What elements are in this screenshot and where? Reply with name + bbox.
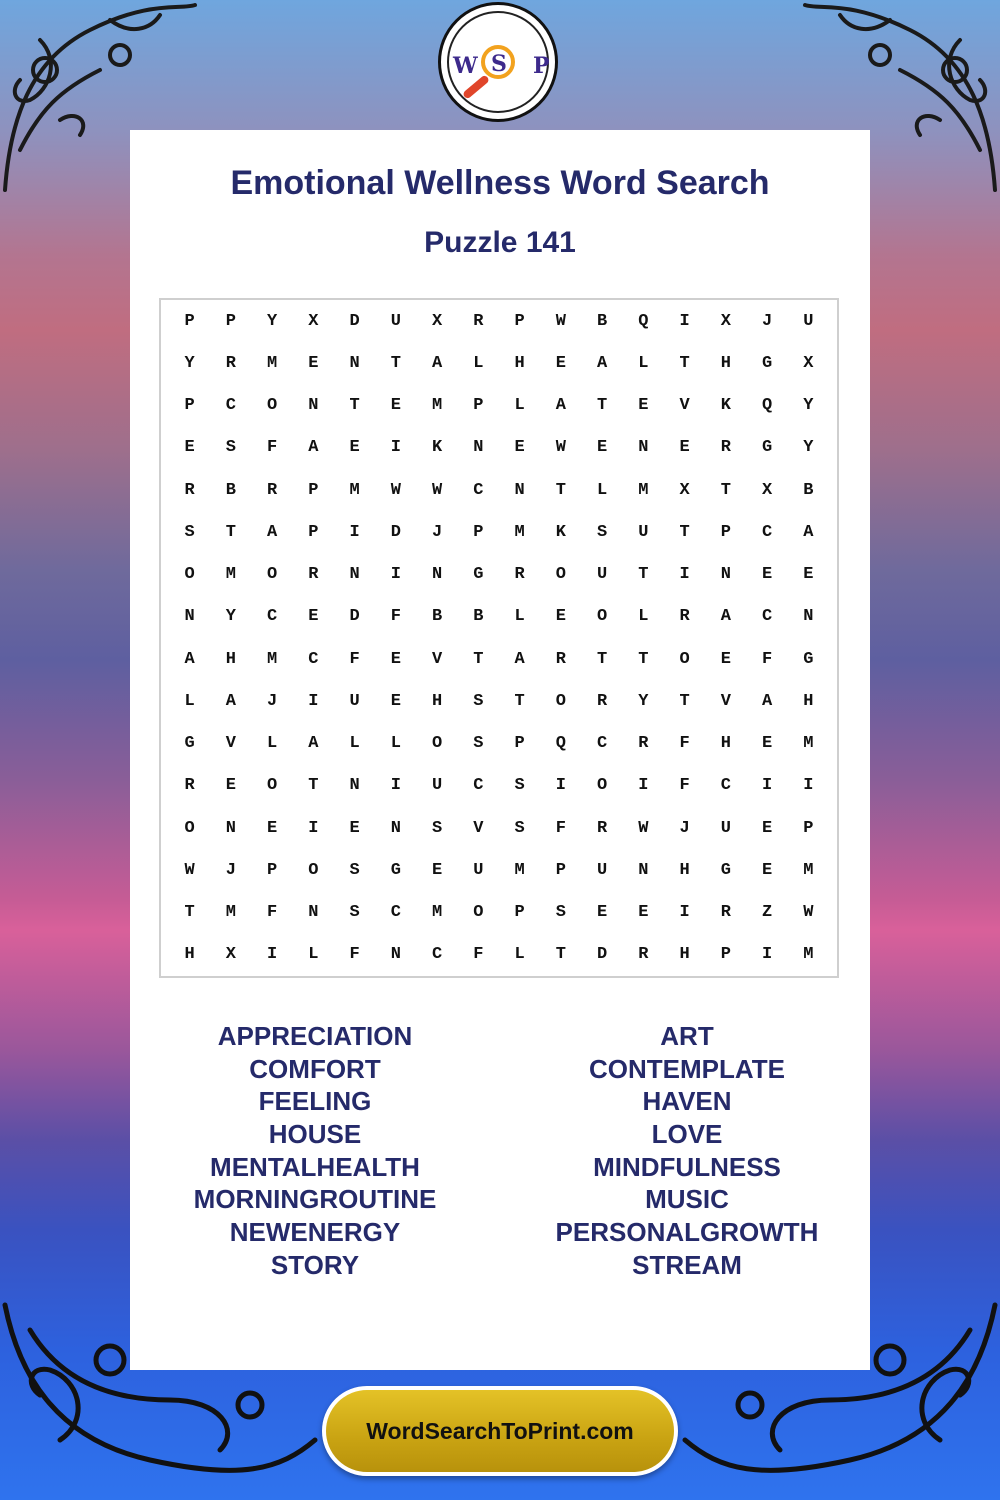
grid-cell[interactable]: E xyxy=(349,438,360,458)
grid-cell[interactable]: N xyxy=(432,565,443,585)
grid-cell[interactable]: R xyxy=(184,480,195,500)
grid-cell[interactable]: N xyxy=(308,396,319,416)
grid-cell[interactable]: M xyxy=(638,480,649,500)
grid-cell[interactable]: M xyxy=(267,353,278,373)
word-list-item: NEWENERGY xyxy=(229,1217,401,1248)
grid-cell[interactable]: P xyxy=(184,311,195,331)
grid-cell[interactable]: R xyxy=(720,438,731,458)
grid-cell[interactable]: H xyxy=(720,734,731,754)
grid-cell[interactable]: T xyxy=(225,522,236,542)
grid-cell[interactable]: A xyxy=(555,396,566,416)
grid-cell[interactable]: T xyxy=(555,480,566,500)
grid-cell[interactable]: E xyxy=(638,396,649,416)
grid-cell[interactable]: E xyxy=(720,649,731,669)
grid-cell[interactable]: M xyxy=(432,396,443,416)
grid-cell[interactable]: M xyxy=(349,480,360,500)
grid-cell[interactable]: U xyxy=(473,860,484,880)
grid-cell[interactable]: L xyxy=(349,734,360,754)
grid-cell[interactable]: E xyxy=(762,565,773,585)
grid-cell[interactable]: R xyxy=(473,311,484,331)
word-list-item: HOUSE xyxy=(268,1119,362,1150)
grid-cell[interactable]: E xyxy=(679,438,690,458)
grid-cell[interactable]: B xyxy=(803,480,814,500)
grid-cell[interactable]: W xyxy=(390,480,401,500)
grid-cell[interactable]: W xyxy=(184,860,195,880)
grid-cell[interactable]: L xyxy=(473,353,484,373)
grid-cell[interactable]: G xyxy=(390,860,401,880)
grid-cell[interactable]: R xyxy=(555,649,566,669)
grid-cell[interactable]: F xyxy=(267,438,278,458)
grid-cell[interactable]: J xyxy=(267,691,278,711)
word-list-item: STREAM xyxy=(632,1249,742,1280)
grid-cell[interactable]: C xyxy=(432,945,443,965)
grid-cell[interactable]: R xyxy=(638,945,649,965)
grid-cell[interactable]: E xyxy=(762,860,773,880)
grid-cell[interactable]: I xyxy=(803,776,814,796)
grid-cell[interactable]: D xyxy=(390,522,401,542)
grid-cell[interactable]: G xyxy=(473,565,484,585)
grid-cell[interactable]: I xyxy=(308,691,319,711)
grid-cell[interactable]: E xyxy=(514,438,525,458)
grid-cell[interactable]: Y xyxy=(225,607,236,627)
grid-cell[interactable]: F xyxy=(679,734,690,754)
grid-cell[interactable]: N xyxy=(720,565,731,585)
grid-cell[interactable]: H xyxy=(225,649,236,669)
grid-cell[interactable]: B xyxy=(225,480,236,500)
grid-cell[interactable]: M xyxy=(514,860,525,880)
grid-cell[interactable]: W xyxy=(432,480,443,500)
grid-cell[interactable]: E xyxy=(390,691,401,711)
site-link-label: WordSearchToPrint.com xyxy=(366,1417,634,1444)
grid-cell[interactable]: U xyxy=(720,818,731,838)
grid-cell[interactable]: V xyxy=(432,649,443,669)
grid-cell[interactable]: V xyxy=(225,734,236,754)
grid-cell[interactable]: V xyxy=(679,396,690,416)
grid-cell[interactable]: S xyxy=(349,903,360,923)
grid-cell[interactable]: W xyxy=(555,438,566,458)
grid-cell[interactable]: Q xyxy=(762,396,773,416)
word-list-item: LOVE xyxy=(651,1119,723,1150)
grid-cell[interactable]: A xyxy=(267,522,278,542)
grid-cell[interactable]: J xyxy=(762,311,773,331)
grid-cell[interactable]: L xyxy=(597,480,608,500)
grid-cell[interactable]: E xyxy=(390,396,401,416)
grid-cell[interactable]: A xyxy=(762,691,773,711)
puzzle-panel xyxy=(130,130,870,1370)
grid-cell[interactable]: N xyxy=(390,945,401,965)
grid-cell[interactable]: E xyxy=(184,438,195,458)
grid-cell[interactable]: E xyxy=(762,818,773,838)
grid-cell[interactable]: I xyxy=(762,945,773,965)
grid-cell[interactable]: R xyxy=(225,353,236,373)
grid-cell[interactable]: M xyxy=(803,860,814,880)
grid-cell[interactable]: I xyxy=(349,522,360,542)
grid-cell[interactable]: C xyxy=(390,903,401,923)
letter-grid xyxy=(159,298,839,978)
word-list-item: STORY xyxy=(270,1249,360,1280)
grid-cell[interactable]: N xyxy=(514,480,525,500)
grid-cell[interactable]: T xyxy=(555,945,566,965)
grid-cell[interactable]: L xyxy=(308,945,319,965)
grid-cell[interactable]: U xyxy=(349,691,360,711)
grid-cell[interactable]: E xyxy=(225,776,236,796)
grid-cell[interactable]: D xyxy=(597,945,608,965)
word-list-item: MINDFULNESS xyxy=(593,1151,781,1182)
grid-cell[interactable]: P xyxy=(308,480,319,500)
grid-cell[interactable]: U xyxy=(803,311,814,331)
grid-cell[interactable]: Q xyxy=(555,734,566,754)
grid-cell[interactable]: S xyxy=(597,522,608,542)
grid-cell[interactable]: L xyxy=(514,396,525,416)
grid-cell[interactable]: A xyxy=(720,607,731,627)
grid-cell[interactable]: S xyxy=(473,734,484,754)
grid-cell[interactable]: I xyxy=(390,438,401,458)
grid-cell[interactable]: L xyxy=(514,607,525,627)
grid-cell[interactable]: E xyxy=(267,818,278,838)
word-list-item: PERSONALGROWTH xyxy=(555,1217,819,1248)
word-list-item: MUSIC xyxy=(645,1184,729,1215)
grid-cell[interactable]: T xyxy=(349,396,360,416)
grid-cell[interactable]: F xyxy=(473,945,484,965)
grid-cell[interactable]: X xyxy=(225,945,236,965)
grid-cell[interactable]: S xyxy=(473,691,484,711)
grid-cell[interactable]: B xyxy=(597,311,608,331)
grid-cell[interactable]: T xyxy=(597,396,608,416)
site-logo[interactable] xyxy=(438,2,558,122)
grid-cell[interactable]: N xyxy=(349,776,360,796)
grid-cell[interactable]: O xyxy=(679,649,690,669)
grid-cell[interactable]: C xyxy=(473,480,484,500)
grid-cell[interactable]: D xyxy=(349,311,360,331)
grid-cell[interactable]: F xyxy=(349,649,360,669)
grid-cell[interactable]: E xyxy=(555,353,566,373)
grid-cell[interactable]: E xyxy=(349,818,360,838)
grid-cell[interactable]: H xyxy=(184,945,195,965)
grid-cell[interactable]: A xyxy=(597,353,608,373)
grid-cell[interactable]: T xyxy=(473,649,484,669)
grid-cell[interactable]: R xyxy=(597,691,608,711)
grid-cell[interactable]: G xyxy=(762,438,773,458)
grid-cell[interactable]: M xyxy=(803,734,814,754)
grid-cell[interactable]: O xyxy=(184,818,195,838)
grid-cell[interactable]: K xyxy=(555,522,566,542)
grid-cell[interactable]: E xyxy=(638,903,649,923)
grid-cell[interactable]: O xyxy=(267,776,278,796)
grid-cell[interactable]: T xyxy=(679,691,690,711)
grid-cell[interactable]: G xyxy=(803,649,814,669)
grid-cell[interactable]: I xyxy=(679,565,690,585)
grid-cell[interactable]: U xyxy=(432,776,443,796)
grid-cell[interactable]: G xyxy=(762,353,773,373)
grid-cell[interactable]: V xyxy=(720,691,731,711)
grid-cell[interactable]: M xyxy=(225,565,236,585)
grid-cell[interactable]: M xyxy=(803,945,814,965)
grid-cell[interactable]: B xyxy=(432,607,443,627)
grid-cell[interactable]: N xyxy=(184,607,195,627)
grid-cell[interactable]: Z xyxy=(762,903,773,923)
grid-cell[interactable]: M xyxy=(514,522,525,542)
grid-cell[interactable]: J xyxy=(679,818,690,838)
word-list-item: APPRECIATION xyxy=(217,1021,413,1051)
grid-cell[interactable]: O xyxy=(473,903,484,923)
grid-cell[interactable]: F xyxy=(762,649,773,669)
grid-cell[interactable]: O xyxy=(555,691,566,711)
grid-cell[interactable]: X xyxy=(762,480,773,500)
grid-cell[interactable]: N xyxy=(803,607,814,627)
grid-cell[interactable]: N xyxy=(308,903,319,923)
grid-cell[interactable]: S xyxy=(555,903,566,923)
puzzle-number: Puzzle 141 xyxy=(424,226,576,259)
grid-cell[interactable]: Y xyxy=(267,311,278,331)
grid-cell[interactable]: S xyxy=(225,438,236,458)
grid-cell[interactable]: E xyxy=(597,438,608,458)
grid-cell[interactable]: U xyxy=(390,311,401,331)
word-list-right xyxy=(502,1020,872,1282)
word-list-item: MENTALHEALTH xyxy=(210,1151,420,1182)
logo-letter-p: P xyxy=(533,53,550,79)
grid-cell[interactable]: F xyxy=(349,945,360,965)
grid-cell[interactable]: C xyxy=(225,396,236,416)
grid-cell[interactable]: U xyxy=(597,565,608,585)
grid-cell[interactable]: S xyxy=(432,818,443,838)
grid-cell[interactable]: N xyxy=(349,353,360,373)
grid-cell[interactable]: B xyxy=(473,607,484,627)
grid-cell[interactable]: R xyxy=(638,734,649,754)
grid-cell[interactable]: U xyxy=(597,860,608,880)
grid-cell[interactable]: R xyxy=(267,480,278,500)
grid-cell[interactable]: P xyxy=(184,396,195,416)
grid-cell[interactable]: U xyxy=(638,522,649,542)
grid-cell[interactable]: E xyxy=(390,649,401,669)
grid-cell[interactable]: R xyxy=(597,818,608,838)
grid-cell[interactable]: A xyxy=(308,438,319,458)
grid-cell[interactable]: Y xyxy=(638,691,649,711)
grid-cell[interactable]: A xyxy=(432,353,443,373)
word-list-left xyxy=(130,1020,500,1282)
grid-cell[interactable]: Q xyxy=(638,311,649,331)
grid-cell[interactable]: P xyxy=(225,311,236,331)
grid-cell[interactable]: C xyxy=(308,649,319,669)
grid-cell[interactable]: N xyxy=(638,860,649,880)
grid-cell[interactable]: T xyxy=(597,649,608,669)
grid-cell[interactable]: G xyxy=(720,860,731,880)
grid-cell[interactable]: L xyxy=(267,734,278,754)
grid-cell[interactable]: R xyxy=(514,565,525,585)
grid-cell[interactable]: N xyxy=(349,565,360,585)
grid-cell[interactable]: T xyxy=(638,649,649,669)
word-list-item: ART xyxy=(660,1021,714,1051)
grid-cell[interactable]: P xyxy=(555,860,566,880)
grid-cell[interactable]: P xyxy=(514,903,525,923)
grid-cell[interactable]: I xyxy=(638,776,649,796)
grid-cell[interactable]: F xyxy=(555,818,566,838)
grid-cell[interactable]: H xyxy=(432,691,443,711)
grid-cell[interactable]: M xyxy=(225,903,236,923)
grid-cell[interactable]: O xyxy=(308,860,319,880)
grid-cell[interactable]: N xyxy=(638,438,649,458)
grid-cell[interactable]: P xyxy=(514,734,525,754)
grid-cell[interactable]: M xyxy=(267,649,278,669)
grid-cell[interactable]: J xyxy=(225,860,236,880)
word-list-item: MORNINGROUTINE xyxy=(193,1184,437,1215)
grid-cell[interactable]: S xyxy=(514,818,525,838)
grid-cell[interactable]: I xyxy=(267,945,278,965)
grid-cell[interactable]: D xyxy=(349,607,360,627)
grid-cell[interactable]: X xyxy=(679,480,690,500)
grid-cell[interactable]: O xyxy=(267,565,278,585)
page-title: Emotional Wellness Word Search xyxy=(230,164,770,202)
grid-cell[interactable]: K xyxy=(432,438,443,458)
grid-cell[interactable]: X xyxy=(803,353,814,373)
grid-cell[interactable]: P xyxy=(473,396,484,416)
grid-cell[interactable]: I xyxy=(679,903,690,923)
grid-cell[interactable]: E xyxy=(762,734,773,754)
grid-cell[interactable]: O xyxy=(432,734,443,754)
grid-cell[interactable]: O xyxy=(267,396,278,416)
grid-cell[interactable]: N xyxy=(390,818,401,838)
grid-cell[interactable]: K xyxy=(720,396,731,416)
grid-cell[interactable]: X xyxy=(432,311,443,331)
grid-cell[interactable]: C xyxy=(762,607,773,627)
word-list-item: COMFORT xyxy=(249,1053,381,1084)
logo-letter-w: W xyxy=(453,53,478,79)
logo-letter-s: S xyxy=(491,51,507,77)
grid-cell[interactable]: P xyxy=(308,522,319,542)
grid-cell[interactable]: C xyxy=(720,776,731,796)
grid-cell[interactable]: L xyxy=(638,607,649,627)
grid-cell[interactable]: A xyxy=(225,691,236,711)
grid-cell[interactable]: A xyxy=(184,649,195,669)
grid-cell[interactable]: I xyxy=(762,776,773,796)
grid-cell[interactable]: P xyxy=(720,945,731,965)
grid-cell[interactable]: R xyxy=(720,903,731,923)
grid-cell[interactable]: R xyxy=(184,776,195,796)
grid-cell[interactable]: R xyxy=(308,565,319,585)
grid-cell[interactable]: L xyxy=(184,691,195,711)
grid-cell[interactable]: I xyxy=(390,776,401,796)
grid-cell[interactable]: E xyxy=(432,860,443,880)
grid-cell[interactable]: S xyxy=(184,522,195,542)
grid-cell[interactable]: I xyxy=(555,776,566,796)
grid-cell[interactable]: M xyxy=(432,903,443,923)
grid-cell[interactable]: S xyxy=(514,776,525,796)
grid-cell[interactable]: Y xyxy=(184,353,195,373)
grid-cell[interactable]: F xyxy=(679,776,690,796)
grid-cell[interactable]: T xyxy=(679,353,690,373)
grid-cell[interactable]: C xyxy=(267,607,278,627)
grid-cell[interactable]: Y xyxy=(803,438,814,458)
grid-cell[interactable]: L xyxy=(390,734,401,754)
grid-cell[interactable]: X xyxy=(720,311,731,331)
grid-cell[interactable]: Y xyxy=(803,396,814,416)
grid-cell[interactable]: H xyxy=(720,353,731,373)
grid-cell[interactable]: I xyxy=(390,565,401,585)
grid-cell[interactable]: P xyxy=(267,860,278,880)
grid-cell[interactable]: H xyxy=(679,860,690,880)
grid-cell[interactable]: O xyxy=(184,565,195,585)
grid-cell[interactable]: P xyxy=(720,522,731,542)
grid-cell[interactable]: P xyxy=(473,522,484,542)
grid-cell[interactable]: F xyxy=(390,607,401,627)
grid-cell[interactable]: T xyxy=(679,522,690,542)
grid-cell[interactable]: I xyxy=(308,818,319,838)
grid-cell[interactable]: T xyxy=(390,353,401,373)
word-list-item: FEELING xyxy=(258,1086,372,1117)
word-list-item: CONTEMPLATE xyxy=(589,1053,785,1084)
grid-cell[interactable]: O xyxy=(597,607,608,627)
grid-cell[interactable]: F xyxy=(267,903,278,923)
grid-cell[interactable]: R xyxy=(679,607,690,627)
word-list-item: HAVEN xyxy=(642,1086,732,1117)
grid-cell[interactable]: N xyxy=(225,818,236,838)
grid-cell[interactable]: G xyxy=(184,734,195,754)
grid-cell[interactable]: W xyxy=(803,903,814,923)
grid-cell[interactable]: L xyxy=(638,353,649,373)
grid-cell[interactable]: A xyxy=(308,734,319,754)
grid-cell[interactable]: T xyxy=(184,903,195,923)
grid-cell[interactable]: N xyxy=(473,438,484,458)
grid-cell[interactable]: E xyxy=(803,565,814,585)
grid-cell[interactable]: V xyxy=(473,818,484,838)
grid-cell[interactable]: T xyxy=(514,691,525,711)
grid-cell[interactable]: T xyxy=(720,480,731,500)
grid-cell[interactable]: S xyxy=(349,860,360,880)
grid-cell[interactable]: H xyxy=(679,945,690,965)
grid-cell[interactable]: I xyxy=(679,311,690,331)
grid-cell[interactable]: J xyxy=(432,522,443,542)
site-link-button[interactable] xyxy=(322,1386,678,1476)
grid-cell[interactable]: E xyxy=(308,353,319,373)
grid-cell[interactable]: C xyxy=(762,522,773,542)
grid-cell[interactable]: O xyxy=(597,776,608,796)
grid-cell[interactable]: W xyxy=(555,311,566,331)
grid-cell[interactable]: E xyxy=(308,607,319,627)
grid-cell[interactable]: A xyxy=(803,522,814,542)
grid-cell[interactable]: T xyxy=(308,776,319,796)
grid-cell[interactable]: A xyxy=(514,649,525,669)
grid-cell[interactable]: H xyxy=(514,353,525,373)
grid-cell[interactable]: X xyxy=(308,311,319,331)
grid-cell[interactable]: C xyxy=(473,776,484,796)
grid-cell[interactable]: O xyxy=(555,565,566,585)
grid-cell[interactable]: E xyxy=(555,607,566,627)
grid-cell[interactable]: T xyxy=(638,565,649,585)
grid-cell[interactable]: H xyxy=(803,691,814,711)
grid-cell[interactable]: P xyxy=(514,311,525,331)
grid-cell[interactable]: W xyxy=(638,818,649,838)
grid-cell[interactable]: P xyxy=(803,818,814,838)
grid-cell[interactable]: E xyxy=(597,903,608,923)
grid-cell[interactable]: L xyxy=(514,945,525,965)
grid-cell[interactable]: C xyxy=(597,734,608,754)
